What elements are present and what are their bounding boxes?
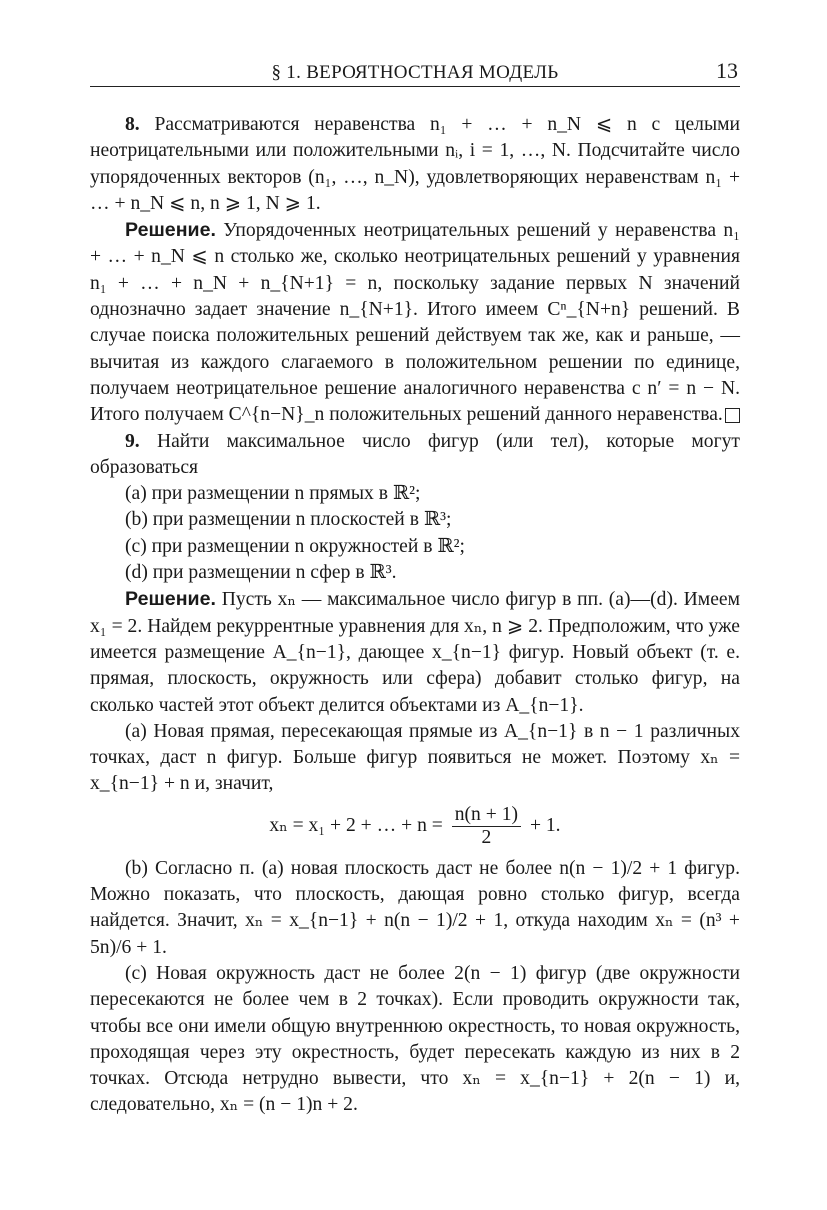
problem-9-statement bbox=[90, 429, 740, 482]
problem-9-item-a: (a) при размещении n прямых в ℝ²; bbox=[125, 483, 421, 505]
problem-9-solution-text: Пусть xₙ — максимальное число фигур в пп. (a)—(d). Имеем x₁ = 2. Найдем рекуррентные уравнения для xₙ, n ⩾ 2. Предположим, что уже имеется размещение A_{n−1}, дающее x_{n−1} фигур. Новый объект (т. е. прямая, плоскость, окружность или сфера) добавит столько фигур, на сколько частей этот объект делится объектами из A_{n−1}. bbox=[90, 589, 740, 716]
formula-denominator: 2 bbox=[481, 826, 492, 848]
problem-8-number: 8. bbox=[125, 114, 140, 135]
display-formula bbox=[90, 804, 740, 848]
running-header bbox=[90, 58, 740, 87]
problem-9-part-c: (c) Новая окружность даст не более 2(n − 1) фигур (две окружности пересекаются не более чем в 2 точках). Если проводить окружности так, чтобы все они имели общую внутреннюю окрестность, то новая окружность, проходящая через эту окрестность, будет пересекать каждую из них в 2 точках. Отсюда нетрудно вывести, что xₙ = x_{n−1} + 2(n − 1) и, следовательно, xₙ = (n − 1)n + 2. bbox=[90, 962, 740, 1116]
problem-9-part-a: (a) Новая прямая, пересекающая прямые из A_{n−1} в n − 1 различных точках, даст n фигур. Больше фигур появиться не может. Поэтому xₙ = x_{n−1} + n и, значит, bbox=[90, 720, 740, 795]
problem-9-number: 9. bbox=[125, 430, 140, 452]
problem-9-item-d: (d) при размещении n сфер в ℝ³. bbox=[125, 562, 397, 584]
formula-left: xₙ = x₁ + 2 + … + n = bbox=[269, 814, 443, 836]
formula-right: + 1. bbox=[529, 814, 561, 836]
problem-9-part-b: (b) Согласно п. (a) новая плоскость даст не более n(n − 1)/2 + 1 фигур. Можно показать, что плоскость, дающая ровно столько фигур, всегда найдется. Значит, xₙ = x_{n−1} + n(n − 1)/2 + 1, откуда находим xₙ = (n³ + 5n)/6 + 1. bbox=[90, 857, 740, 958]
formula-numerator: n(n + 1) bbox=[452, 804, 521, 827]
page-number: 13 bbox=[716, 58, 738, 83]
formula-fraction bbox=[452, 804, 521, 849]
section-title: § 1. ВЕРОЯТНОСТНАЯ МОДЕЛЬ bbox=[271, 62, 559, 83]
problem-9-solution bbox=[90, 586, 740, 718]
problem-9-text: Найти максимальное число фигур (или тел), которые могут образоваться bbox=[90, 430, 740, 478]
qed-square-icon bbox=[725, 408, 740, 423]
problem-8-text: Рассматриваются неравенства n₁ + … + n_N ⩽ n с целыми неотрицательными или положительными nᵢ, i = 1, …, N. Подсчитайте число упорядоченных векторов (n₁, …, n_N), удовлетворяющих неравенствам n₁ + … + n_N ⩽ n, n ⩾ 1, N ⩾ 1. bbox=[90, 114, 740, 214]
problem-9-item-c: (c) при размещении n окружностей в ℝ²; bbox=[125, 535, 465, 557]
solution-label: Решение. bbox=[125, 219, 216, 242]
problem-8-solution bbox=[90, 217, 740, 428]
page-body bbox=[90, 112, 740, 1119]
solution-label: Решение. bbox=[125, 588, 216, 611]
problem-8-statement bbox=[90, 112, 740, 217]
problem-9-item-b: (b) при размещении n плоскостей в ℝ³; bbox=[125, 509, 452, 531]
problem-8-solution-text: Упорядоченных неотрицательных решений у неравенства n₁ + … + n_N ⩽ n столько же, сколько неотрицательных решений у уравнения n₁ + … + n_N + n_{N+1} = n, поскольку задание первых N значений однозначно задает значение n_{N+1}. Итого имеем Cⁿ_{N+n} решений. В случае поиска положительных решений действуем так же, как и раньше, — вычитая из каждого слагаемого в положительном решении по единице, получаем неотрицательное решение аналогичного неравенства с n′ = n − N. Итого получаем C^{n−N}_n положительных решений данного неравенства. bbox=[90, 220, 740, 426]
